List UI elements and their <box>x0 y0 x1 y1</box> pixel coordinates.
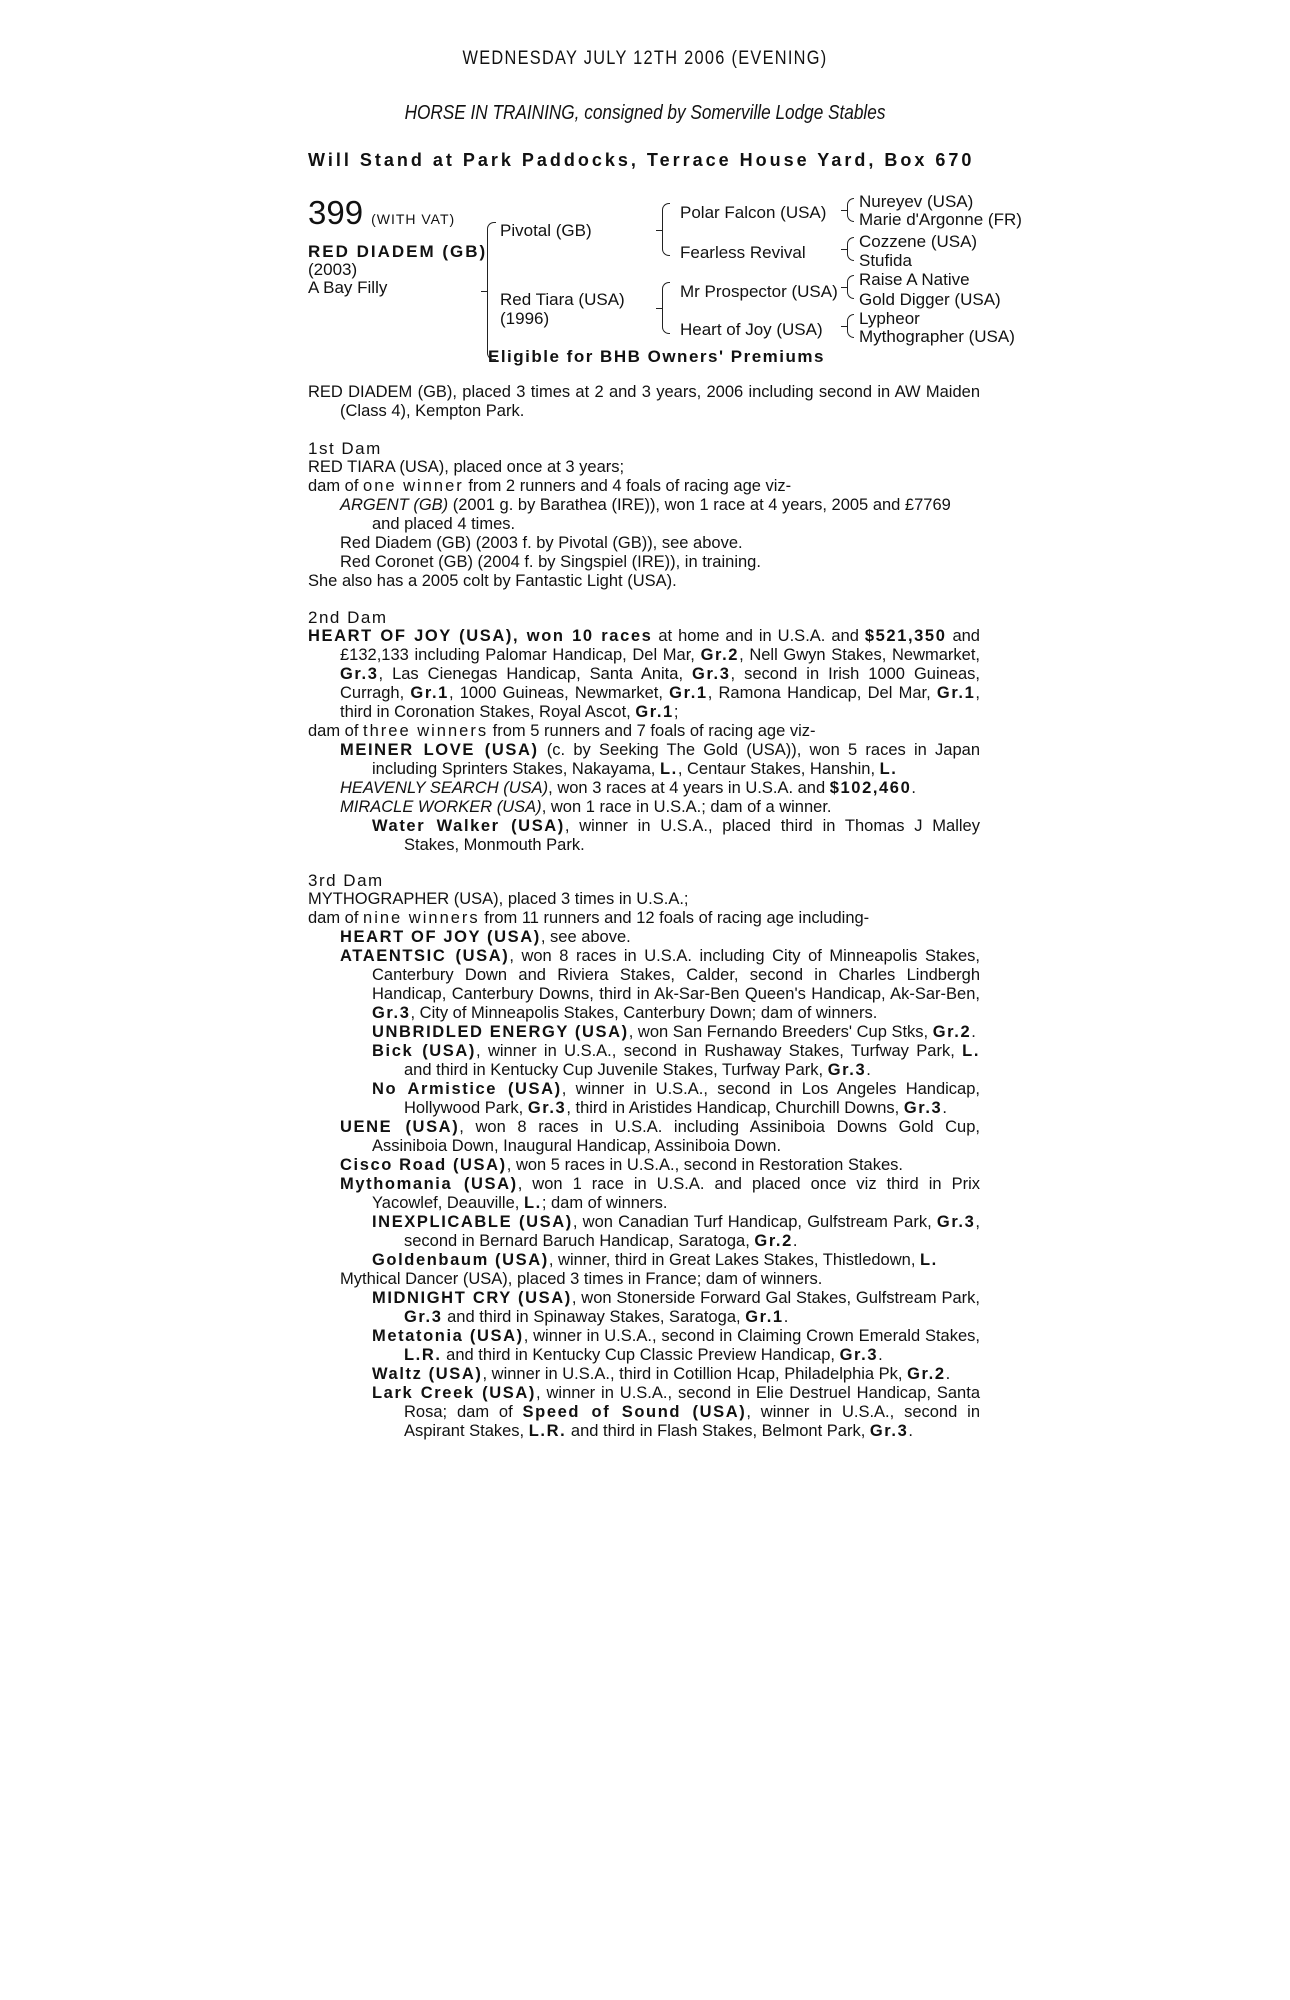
td-my2: , won 1 race in U.S.A. and placed once viz third in Prix Yacowlef, Deauville, <box>372 1175 980 1212</box>
sd-a10: , third in Coronation Stakes, Royal Ascot, <box>340 684 980 721</box>
td-hj1: HEART OF JOY (USA) <box>340 928 541 946</box>
td-na1: No Armistice (USA) <box>372 1080 562 1098</box>
intro-text: RED DIADEM (GB), placed 3 times at 2 and 3 years, 2006 including second in AW Maiden (Class 4), Kempton Park. <box>308 383 980 420</box>
sd-h3: $102,460 <box>829 779 912 797</box>
pedigree-brace-2b <box>662 282 670 334</box>
fd-l2a: dam of <box>308 477 364 495</box>
second-dam-produce-3 <box>308 798 980 817</box>
fd-l2b: one winner <box>363 477 464 495</box>
first-dam-line: RED TIARA (USA), placed once at 3 years; <box>308 458 625 476</box>
sd-d2: three winners <box>363 722 489 740</box>
sd-m4: , Centaur Stakes, Hanshin, <box>677 760 880 778</box>
td-lc8: . <box>908 1422 913 1440</box>
third-dam-grandproduce-4 <box>308 1213 980 1251</box>
horse-description: A Bay Filly <box>308 278 388 297</box>
first-dam-note: She also has a 2005 colt by Fantastic Light (USA). <box>308 572 677 590</box>
td-mc5: Gr.1 <box>745 1308 784 1326</box>
td-na6: . <box>942 1099 947 1117</box>
sd-a6: , Las Cienegas Handicap, Santa Anita, <box>378 665 693 683</box>
td-wz4: . <box>945 1365 951 1383</box>
first-dam-produce-line <box>308 477 980 496</box>
pedigree-brace-3c <box>847 275 854 299</box>
td-na5: Gr.3 <box>903 1099 943 1117</box>
td-wz2: , winner in U.S.A., third in Cotillion Hcap, Philadelphia Pk, <box>482 1365 908 1383</box>
td-my3: L. <box>523 1194 542 1212</box>
td-ue1: UNBRIDLED ENERGY (USA) <box>372 1023 629 1041</box>
td-bk5: Gr.3 <box>827 1061 867 1079</box>
third-dam-produce-6: Mythical Dancer (USA), placed 3 times in France; dam of winners. <box>340 1270 823 1288</box>
sd-a1: HEART OF JOY (USA), won 10 races <box>308 627 653 645</box>
td-ix3: Gr.3 <box>936 1213 976 1231</box>
td-my4: ; dam of winners. <box>541 1194 668 1212</box>
pedigree-gg-1: Nureyev (USA) <box>859 192 974 211</box>
intro-paragraph <box>308 383 980 421</box>
td-lc3: Speed of Sound (USA) <box>522 1403 747 1421</box>
pedigree-dam: Red Tiara (USA) <box>500 290 625 309</box>
pedigree-brace-3b <box>847 237 854 261</box>
sd-ww2: , winner in U.S.A., placed third in Thomas J Malley Stakes, Monmouth Park. <box>404 817 980 854</box>
td-lc1: Lark Creek (USA) <box>372 1384 536 1402</box>
td-wz1: Waltz (USA) <box>372 1365 483 1383</box>
eligibility-note: Eligible for BHB Owners' Premiums <box>488 347 825 366</box>
sd-m1: MEINER LOVE (USA) <box>340 741 539 759</box>
third-dam-produce-4 <box>308 1156 980 1175</box>
td-ix6: . <box>792 1232 798 1250</box>
sd-w2: , won 1 race in U.S.A.; dam of a winner. <box>541 798 832 816</box>
sd-h2: , won 3 races at 4 years in U.S.A. and <box>548 779 830 797</box>
third-dam-grandproduce-8 <box>308 1365 980 1384</box>
sd-h4: . <box>911 779 916 797</box>
td-na2: , winner in U.S.A., second in Los Angeles Handicap, Hollywood Park, <box>404 1080 980 1117</box>
td-d2: nine winners <box>363 909 480 927</box>
td-gb3: L. <box>920 1251 938 1269</box>
pedigree-gg-3: Cozzene (USA) <box>859 232 978 251</box>
td-un2: , won 8 races in U.S.A. including Assiniboia Downs Gold Cup, Assiniboia Down, Inaugural Handicap, Assiniboia Down. <box>372 1118 980 1155</box>
td-mt6: . <box>878 1346 883 1364</box>
td-at1: ATAENTSIC (USA) <box>340 947 510 965</box>
first-dam-produce-1 <box>308 496 980 534</box>
sd-w1: MIRACLE WORKER (USA) <box>340 798 542 816</box>
second-dam-produce-line <box>308 722 980 741</box>
td-d1: dam of <box>308 909 364 927</box>
lot-number-value: 399 <box>308 194 364 231</box>
pedigree-dam-year: (1996) <box>500 309 550 328</box>
td-hj2: , see above. <box>540 928 631 946</box>
sd-m5: L. <box>879 760 898 778</box>
sd-a7: , second in Irish 1000 Guineas, Curragh, <box>340 665 980 702</box>
second-dam-produce-1 <box>308 741 980 779</box>
third-dam-produce-1 <box>308 928 980 947</box>
td-ue4: . <box>971 1023 976 1041</box>
td-ix5: Gr.2 <box>754 1232 793 1250</box>
td-gb2: , winner, third in Great Lakes Stakes, Thistledown, <box>548 1251 920 1269</box>
pedigree-brace-1 <box>487 222 496 360</box>
third-dam-grandproduce-5 <box>308 1251 980 1270</box>
td-mt5: Gr.3 <box>839 1346 879 1364</box>
td-mc2: , won Stonerside Forward Gal Stakes, Gulfstream Park, <box>571 1289 980 1307</box>
pedigree-brace-2a <box>662 203 670 256</box>
sd-a9: , Ramona Handicap, Del Mar, <box>707 684 937 702</box>
sd-g3: Gr.3 <box>692 665 731 683</box>
td-my1: Mythomania (USA) <box>340 1175 518 1193</box>
pedigree-gg-4: Stufida <box>859 251 912 270</box>
td-lc2: , winner in U.S.A., second in Elie Destruel Handicap, Santa Rosa; dam of <box>404 1384 980 1421</box>
sd-g5: Gr.1 <box>669 684 708 702</box>
td-lc6: and third in Flash Stakes, Belmont Park, <box>566 1422 870 1440</box>
pedigree-brace-3d <box>847 314 854 338</box>
sd-g6: Gr.1 <box>936 684 976 702</box>
td-mc1: MIDNIGHT CRY (USA) <box>372 1289 572 1307</box>
third-dam-grandproduce-6 <box>308 1289 980 1327</box>
td-bk1: Bick (USA) <box>372 1042 477 1060</box>
td-mt2: , winner in U.S.A., second in Claiming Crown Emerald Stakes, <box>523 1327 980 1345</box>
third-dam-grandproduce-1 <box>308 1023 980 1042</box>
td-bk3: L. <box>962 1042 981 1060</box>
sd-g2: Gr.3 <box>340 665 379 683</box>
td-un1: UENE (USA) <box>340 1118 460 1136</box>
pedigree-gg-6: Gold Digger (USA) <box>859 290 1001 309</box>
third-dam-grandproduce-9 <box>308 1384 980 1441</box>
td-mt1: Metatonia (USA) <box>372 1327 524 1345</box>
sd-d3: from 5 runners and 7 foals of racing age viz- <box>488 722 816 740</box>
sd-g7: Gr.1 <box>635 703 674 721</box>
pedigree-sire: Pivotal (GB) <box>500 221 592 240</box>
sd-m2: (c. by Seeking The Gold (USA)), won 5 races in Japan including Sprinters Stakes, Nakayama, <box>372 741 980 778</box>
sd-d1: dam of <box>308 722 364 740</box>
pedigree-gg-5: Raise A Native <box>859 270 970 289</box>
td-ue3: Gr.2 <box>932 1023 972 1041</box>
vat-note: (WITH VAT) <box>371 211 456 227</box>
td-na3: Gr.3 <box>527 1099 567 1117</box>
third-dam-grandproduce-2 <box>308 1042 980 1080</box>
td-mt3: L.R. <box>404 1346 442 1364</box>
sd-h1: HEAVENLY SEARCH (USA) <box>340 779 549 797</box>
sd-g1: Gr.2 <box>700 646 740 664</box>
sd-ww1: Water Walker (USA) <box>372 817 565 835</box>
third-dam-produce-2 <box>308 947 980 1023</box>
first-dam-produce-3: Red Coronet (GB) (2004 f. by Singspiel (IRE)), in training. <box>340 553 761 571</box>
td-d3: from 11 runners and 12 foals of racing age including- <box>479 909 870 927</box>
td-mt4: and third in Kentucky Cup Classic Preview Handicap, <box>441 1346 840 1364</box>
td-lc5: L.R. <box>528 1422 567 1440</box>
sd-a3: $521,350 <box>864 627 947 645</box>
third-dam-line: MYTHOGRAPHER (USA), placed 3 times in U.S.A.; <box>308 890 689 908</box>
td-lc4: , winner in U.S.A., second in Aspirant Stakes, <box>404 1403 980 1440</box>
second-dam-record <box>308 627 980 722</box>
fd-p1a: ARGENT (GB) <box>340 496 449 514</box>
pedigree-dam-dam: Heart of Joy (USA) <box>680 320 823 339</box>
third-dam-produce-line <box>308 909 980 928</box>
sd-g4: Gr.1 <box>410 684 449 702</box>
td-ue2: , won San Fernando Breeders' Cup Stks, <box>628 1023 933 1041</box>
td-bk2: , winner in U.S.A., second in Rushaway Stakes, Turfway Park, <box>476 1042 963 1060</box>
first-dam-produce-2: Red Diadem (GB) (2003 f. by Pivotal (GB)), see above. <box>340 534 743 552</box>
pedigree-sire-sire: Polar Falcon (USA) <box>680 203 827 222</box>
sd-a2: at home and in U.S.A. and <box>652 627 865 645</box>
td-at4: , City of Minneapolis Stakes, Canterbury Down; dam of winners. <box>410 1004 878 1022</box>
sale-date: WEDNESDAY JULY 12TH 2006 (EVENING) <box>462 48 828 69</box>
td-ix4: , second in Bernard Baruch Handicap, Saratoga, <box>404 1213 980 1250</box>
td-at3: Gr.3 <box>372 1004 411 1022</box>
fd-p1b: (2001 g. by Barathea (IRE)), won 1 race at 4 years, 2005 and £7769 and placed 4 times. <box>372 496 951 533</box>
td-ix2: , won Canadian Turf Handicap, Gulfstream Park, <box>572 1213 937 1231</box>
third-dam-produce-3 <box>308 1118 980 1156</box>
fd-l2c: from 2 runners and 4 foals of racing age viz- <box>463 477 792 495</box>
consignment-line: HORSE IN TRAINING, consigned by Somerville Lodge Stables <box>404 102 886 124</box>
td-cr2: , won 5 races in U.S.A., second in Restoration Stakes. <box>506 1156 903 1174</box>
second-dam-produce-2 <box>308 779 980 798</box>
pedigree-sire-dam: Fearless Revival <box>680 243 806 262</box>
horse-name: RED DIADEM (GB) <box>308 242 488 261</box>
first-dam-heading: 1st Dam <box>308 439 382 458</box>
pedigree-gg-2: Marie d'Argonne (FR) <box>859 210 1022 229</box>
third-dam-heading: 3rd Dam <box>308 871 384 890</box>
horse-year: (2003) <box>308 260 358 279</box>
sd-a5: , Nell Gwyn Stakes, Newmarket, <box>739 646 980 664</box>
td-wz3: Gr.2 <box>907 1365 946 1383</box>
third-dam-produce-5 <box>308 1175 980 1213</box>
td-lc7: Gr.3 <box>869 1422 909 1440</box>
second-dam-grandproduce-1 <box>308 817 980 855</box>
td-cr1: Cisco Road (USA) <box>340 1156 507 1174</box>
td-at2: , won 8 races in U.S.A. including City of Minneapolis Stakes, Canterbury Down and Riviera Stakes, Calder, second in Charles Lindbergh Handicap, Canterbury Downs, third in Ak-Sar-Ben Queen's Handicap, Ak-Sar-Ben, <box>372 947 980 1003</box>
third-dam-grandproduce-7 <box>308 1327 980 1365</box>
second-dam-heading: 2nd Dam <box>308 608 388 627</box>
td-mc6: . <box>783 1308 789 1326</box>
third-dam-section <box>308 871 980 1441</box>
pedigree-dam-sire: Mr Prospector (USA) <box>680 282 838 301</box>
td-bk6: . <box>866 1061 871 1079</box>
td-bk4: and third in Kentucky Cup Juvenile Stakes, Turfway Park, <box>404 1061 828 1079</box>
td-mc3: Gr.3 <box>404 1308 443 1326</box>
sd-a4: and £132,133 including Palomar Handicap, Del Mar, <box>340 627 980 664</box>
td-mc4: and third in Spinaway Stakes, Saratoga, <box>442 1308 746 1326</box>
sd-m3: L. <box>659 760 678 778</box>
lot-number <box>308 194 455 232</box>
pedigree-gg-8: Mythographer (USA) <box>859 327 1015 346</box>
pedigree-brace-3a <box>847 198 854 222</box>
first-dam-section <box>308 439 980 591</box>
sd-a8: , 1000 Guineas, Newmarket, <box>448 684 670 702</box>
td-ix1: INEXPLICABLE (USA) <box>372 1213 573 1231</box>
td-na4: , third in Aristides Handicap, Churchill Downs, <box>566 1099 904 1117</box>
sd-a11: ; <box>673 703 679 721</box>
stand-location: Will Stand at Park Paddocks, Terrace House Yard, Box 670 <box>308 150 975 170</box>
pedigree-gg-7: Lypheor <box>859 309 920 328</box>
third-dam-grandproduce-3 <box>308 1080 980 1118</box>
second-dam-section <box>308 608 980 855</box>
td-gb1: Goldenbaum (USA) <box>372 1251 549 1269</box>
